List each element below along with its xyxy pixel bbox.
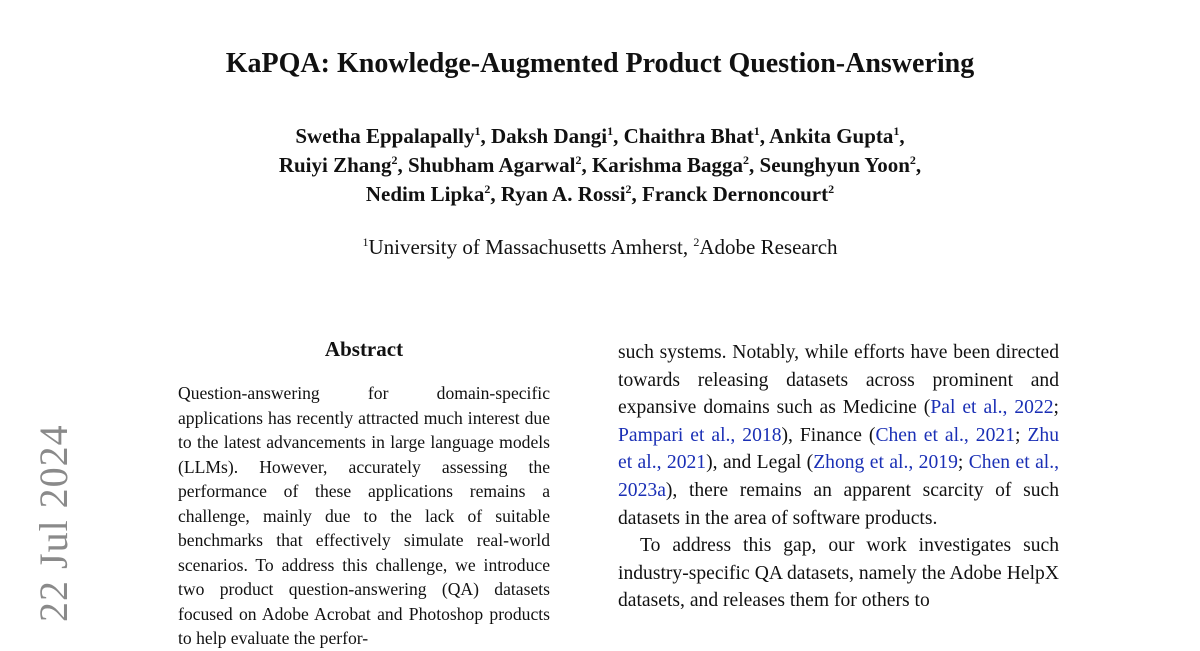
author-line-1: Swetha Eppalapally$^1$, Daksh Dangi$^1$, Chaithra Bhat$^1$, Ankita Gupta$^1$,: [295, 124, 905, 148]
author-name: Ruiyi Zhang: [278, 153, 392, 177]
author-name: Chaithra Bhat: [623, 124, 754, 148]
affiliation-name: University of Massachusetts Amherst: [368, 235, 683, 259]
body-text: ;: [1053, 397, 1059, 419]
author-affiliation-mark: 2: [575, 153, 582, 167]
author-affiliation-mark: 2: [909, 153, 916, 167]
author-affiliation-mark: 2: [828, 182, 835, 196]
intro-column: [618, 339, 1059, 615]
affiliation-mark: 1: [362, 235, 369, 249]
author-name: Seunghyun Yoon: [759, 153, 910, 177]
intro-paragraph-2: To address this gap, our work investigates such industry-specific QA datasets, namely the Adobe HelpX datasets, and releases them for others to: [618, 535, 1059, 612]
author-name: Nedim Lipka: [365, 182, 485, 206]
author-name: Shubham Agarwal: [407, 153, 576, 177]
citation-link[interactable]: Chen et al., 2021: [875, 424, 1015, 446]
author-affiliation-mark: 1: [474, 124, 481, 138]
affiliations: $^1$University of Massachusetts Amherst, $^2$Adobe Research: [362, 235, 838, 259]
author-line-3: Nedim Lipka$^2$, Ryan A. Rossi$^2$, Franck Dernoncourt$^2$: [365, 182, 835, 206]
author-line-2: Ruiyi Zhang$^2$, Shubham Agarwal$^2$, Karishma Bagga$^2$, Seunghyun Yoon$^2$,: [278, 153, 922, 177]
author-name: Ryan A. Rossi: [500, 182, 626, 206]
abstract-body: Question-answering for domain-specific applications has recently attracted much interest due to the latest advancements in large language models (LLMs). However, accurately assessing the performance of these applications remains a challenge, mainly due to the lack of suitable benchmarks that effectively simulate real-world scenarios. To address this challenge, we introduce two product question-answering (QA) datasets focused on Adobe Acrobat and Photoshop products to help evaluate the perfor-: [178, 383, 550, 648]
author-list: [0, 122, 1200, 209]
citation-link[interactable]: Chen et al., 2023a: [618, 452, 1060, 501]
citation-link[interactable]: Pal et al., 2022: [930, 397, 1054, 419]
paper-title: KaPQA: Knowledge-Augmented Product Question-Answering: [225, 48, 975, 79]
author-name: Franck Dernoncourt: [642, 182, 829, 206]
citation-link[interactable]: Zhu et al., 2021: [618, 424, 1059, 474]
author-affiliation-mark: 2: [625, 182, 632, 196]
body-text: ), and Legal (: [706, 452, 814, 474]
body-text: ;: [1015, 424, 1028, 446]
author-affiliation-mark: 1: [893, 124, 900, 138]
intro-paragraph-1: [618, 339, 1059, 532]
author-name: Karishma Bagga: [591, 153, 744, 177]
author-name: Swetha Eppalapally: [295, 124, 475, 148]
author-affiliation-mark: 2: [743, 153, 750, 167]
citation-link[interactable]: Zhong et al., 2019: [813, 452, 958, 474]
body-text: such systems. Notably, while efforts have been directed towards releasing datasets across prominent and expansive domains such as Medicine (: [618, 342, 1059, 419]
author-affiliation-mark: 1: [607, 124, 614, 138]
affiliation-mark: 2: [693, 235, 700, 249]
citation-link[interactable]: Pampari et al., 2018: [618, 424, 782, 446]
author-affiliation-mark: 1: [753, 124, 760, 138]
affiliation-name: Adobe Research: [699, 235, 838, 259]
author-affiliation-mark: 2: [391, 153, 398, 167]
body-text: ), Finance (: [781, 424, 876, 446]
author-affiliation-mark: 2: [484, 182, 491, 196]
arxiv-date-stamp: 22 Jul 2024: [31, 424, 76, 622]
body-text: ;: [957, 452, 969, 474]
body-text: ), there remains an apparent scarcity of such datasets in the area of software products.: [618, 479, 1059, 529]
author-name: Daksh Dangi: [491, 124, 608, 148]
abstract-heading: Abstract: [324, 337, 404, 361]
author-name: Ankita Gupta: [769, 124, 894, 148]
